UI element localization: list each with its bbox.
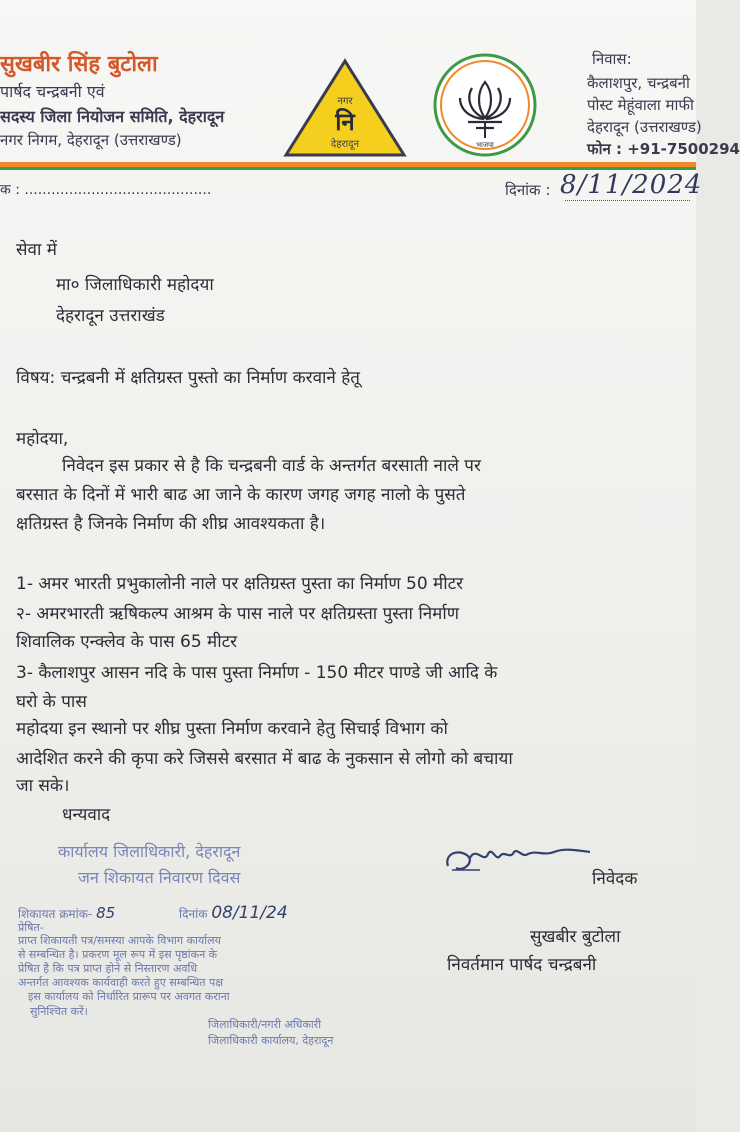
logo-mid-text: नि: [335, 108, 355, 136]
list-item-3b: घरो के पास: [16, 692, 87, 712]
to-line: सेवा में: [16, 240, 57, 260]
list-item-3a: 3- कैलाशपुर आसन नदि के पास पुस्ता निर्माण - 150 मीटर पाण्डे जी आदि के: [16, 663, 498, 683]
reference-number: [0, 180, 211, 199]
party-lotus-logo: [432, 52, 538, 158]
phone-number: फोन : +91-7500294: [587, 140, 740, 158]
stamp-body-4: अन्तर्गत आवश्यक कार्यवाही करते हुए सम्बन्धित पक्ष: [18, 976, 224, 989]
residence-label: निवास:: [592, 50, 632, 68]
stamp-body-3: प्रेषित है कि पत्र प्राप्त होने से निस्तारण अवधि: [18, 962, 198, 975]
stamp-footer-1: जिलाधिकारी/नगरी अधिकारी: [208, 1018, 322, 1031]
date-underline: [565, 200, 690, 201]
list-item-2b: शिवालिक एन्क्लेव के पास 65 मीटर: [16, 632, 238, 652]
stamp-date-label: दिनांक: [179, 907, 208, 921]
paragraph-line2: बरसात के दिनों में भारी बाढ आ जाने के कारण जगह जगह नालो के पुसते: [16, 485, 466, 505]
lotus-icon: [432, 52, 538, 158]
stamp-body-5: इस कार्यालय को निर्धारित प्रारूप पर अवगत कराना: [28, 990, 230, 1003]
signatory-name: सुखबीर बुटोला: [530, 927, 621, 947]
signature-scribble-icon: [440, 836, 600, 886]
logo-bottom-text: देहरादून: [330, 139, 360, 150]
list-item-2a: २- अमरभारती ऋषिकल्प आश्रम के पास नाले पर क्षतिग्रस्ता पुस्ता निर्माण: [16, 604, 460, 624]
list-item-1: 1- अमर भारती प्रभुकालोनी नाले पर क्षतिग्रस्त पुस्ता का निर्माण 50 मीटर: [16, 574, 464, 594]
signatory-title: निवर्तमान पार्षद चन्द्रबनी: [447, 955, 597, 975]
stamp-serial-label: शिकायत क्रमांक-: [18, 907, 93, 921]
residence-line1: कैलाशपुर, चन्द्रबनी: [587, 74, 690, 92]
logo-top-text: नगर: [337, 96, 353, 107]
request-line1: महोदया इन स्थानो पर शीघ्र पुस्ता निर्माण करवाने हेतु सिचाई विभाग को: [16, 719, 448, 739]
stamp-body-1: प्राप्त शिकायती पत्र/समस्या आपके विभाग कार्यालय: [18, 934, 221, 947]
nagar-nigam-logo: [283, 58, 407, 158]
reference-label: क :: [0, 182, 20, 198]
stamp-grievance-line: जन शिकायत निवारण दिवस: [78, 868, 241, 887]
addressee-line1: मा० जिलाधिकारी महोदया: [56, 275, 214, 295]
stamp-serial: [18, 903, 288, 923]
stamp-date-value: 08/11/24: [211, 903, 288, 923]
subject-line: विषय: चन्द्रबनी में क्षतिग्रस्त पुस्तो का निर्माण करवाने हेतू: [16, 368, 360, 388]
stamp-body-6: सुनिश्चित करें।: [30, 1005, 88, 1018]
letterhead-designation: पार्षद चन्द्रबनी एवं: [0, 82, 105, 101]
reference-dots: ..........................................: [24, 182, 212, 198]
stamp-footer-2: जिलाधिकारी कार्यालय, देहरादून: [208, 1034, 334, 1047]
addressee-line2: देहरादून उत्तराखंड: [56, 306, 165, 326]
date-label: दिनांक :: [505, 181, 551, 199]
stamp-serial-value: 85: [96, 904, 116, 922]
letterhead-name: सुखबीर सिंह बुटोला: [0, 52, 158, 77]
handwritten-date: 8/11/2024: [560, 170, 703, 200]
request-line2: आदेशित करने की कृपा करे जिससे बरसात में बाढ के नुकसान से लोगो को बचाया: [16, 749, 513, 769]
handwritten-signature: [440, 836, 600, 886]
stamp-forwarded: प्रेषित-: [18, 921, 44, 934]
letterhead-nagar-nigam: नगर निगम, देहरादून (उत्तराखण्ड): [0, 131, 182, 149]
paragraph-line3: क्षतिग्रस्त है जिनके निर्माण की शीघ्र आवश्यकता है।: [16, 514, 326, 534]
stamp-office-line: कार्यालय जिलाधिकारी, देहरादून: [58, 842, 241, 861]
stamp-body-2: से सम्बन्धित है। प्रकरण मूल रूप में इस पृष्ठांकन के: [18, 948, 218, 961]
nivedak-label: निवेदक: [592, 869, 638, 889]
request-line3: जा सके।: [16, 776, 70, 796]
salutation: महोदया,: [16, 429, 69, 449]
residence-line2: पोस्ट मेहूंवाला माफी: [587, 96, 694, 114]
paragraph-line1: निवेदन इस प्रकार से है कि चन्द्रबनी वार्ड के अन्तर्गत बरसाती नाले पर: [62, 456, 481, 476]
thanks-line: धन्यवाद: [62, 805, 111, 825]
letterhead-committee: सदस्य जिला नियोजन समिति, देहरादून: [0, 107, 225, 126]
svg-text:भाजपा: भाजपा: [476, 141, 494, 149]
residence-line3: देहरादून (उत्तराखण्ड): [587, 118, 702, 136]
